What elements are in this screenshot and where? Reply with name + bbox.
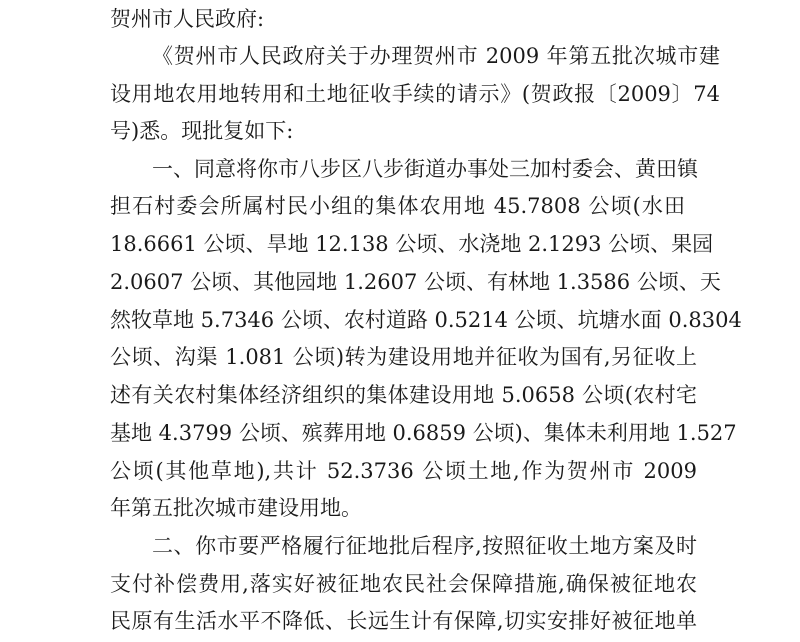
paragraph-1-line-3: 号)悉。现批复如下: xyxy=(110,119,294,143)
paragraph-2-line-10: 年第五批次城市建设用地。 xyxy=(110,496,362,520)
paragraph-2-line-6: 公顷、沟渠 1.081 公顷)转为建设用地并征收为国有,另征收上 xyxy=(110,345,697,369)
paragraph-2-line-1: 一、同意将你市八步区八步街道办事处三加村委会、黄田镇 xyxy=(152,157,698,181)
paragraph-3-line-1: 二、你市要严格履行征地批后程序,按照征收土地方案及时 xyxy=(152,534,697,558)
paragraph-2-line-4: 2.0607 公顷、其他园地 1.2607 公顷、有林地 1.3586 公顷、天 xyxy=(110,270,721,294)
paragraph-3-line-2: 支付补偿费用,落实好被征地农民社会保障措施,确保被征地农 xyxy=(110,572,697,596)
paragraph-2-line-5: 然牧草地 5.7346 公顷、农村道路 0.5214 公顷、坑塘水面 0.8304 xyxy=(110,308,742,332)
paragraph-1-line-2: 设用地农用地转用和土地征收手续的请示》(贺政报〔2009〕74 xyxy=(110,82,720,106)
paragraph-1-line-1: 《贺州市人民政府关于办理贺州市 2009 年第五批次城市建 xyxy=(152,44,720,68)
paragraph-2-line-2: 担石村委会所属村民小组的集体农用地 45.7808 公顷(水田 xyxy=(110,194,685,218)
paragraph-2-line-7: 述有关农村集体经济组织的集体建设用地 5.0658 公顷(农村宅 xyxy=(110,383,697,407)
paragraph-2-line-3: 18.6661 公顷、旱地 12.138 公顷、水浇地 2.1293 公顷、果园 xyxy=(110,232,714,256)
paragraph-2-line-9: 公顷(其他草地),共计 52.3736 公顷土地,作为贺州市 2009 xyxy=(110,459,697,483)
document-salutation: 贺州市人民政府: xyxy=(110,7,265,31)
paragraph-3-line-3: 民原有生活水平不降低、长远生计有保障,切实安排好被征地单 xyxy=(110,609,697,633)
paragraph-2-line-8: 基地 4.3799 公顷、殡葬用地 0.6859 公顷)、集体未利用地 1.527 xyxy=(110,421,737,445)
